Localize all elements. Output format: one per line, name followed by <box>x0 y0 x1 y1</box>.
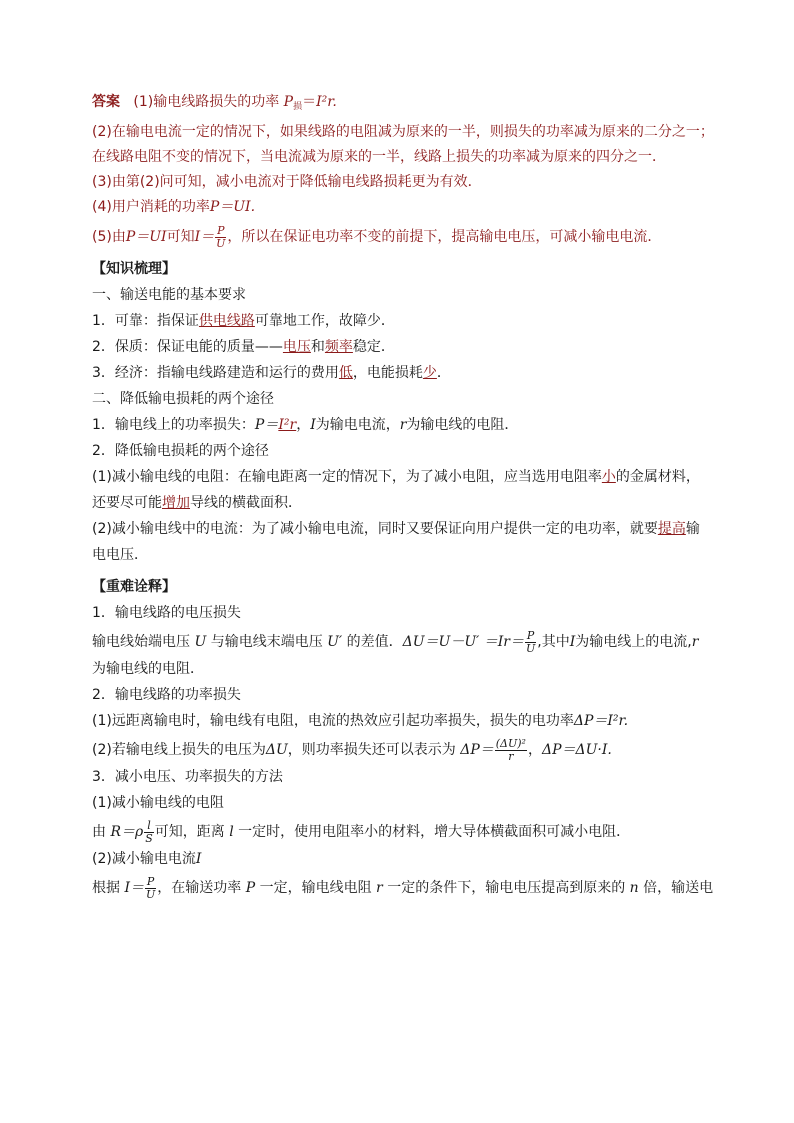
answer-line-3: 在线路电阻不变的情况下，当电流减为原来的一半，线路上损失的功率减为原来的四分之一． <box>92 149 666 165</box>
fraction-l-over-s: $\frac{l}{S}$ <box>145 818 153 845</box>
method-2-heading: (2)减小输电电流I <box>92 851 202 867</box>
loss-item-4-cont: 电电压． <box>92 547 148 563</box>
power-loss-item-1: (1)远距离输电时，输电线有电阻，电流的热效应引起功率损失，损失的电功率ΔP＝I²r. <box>92 713 629 729</box>
key-heading-1: 1．输电线路的电压损失 <box>92 605 241 621</box>
power-loss-item-2: (2)若输电线上损失的电压为ΔU，则功率损失还可以表示为 ΔP＝ $\frac{\text{(ΔU)²}}{r}$ ，ΔP＝ΔU·I. <box>92 736 612 763</box>
knowledge-item-3: 3．经济：指输电线路建造和运行的费用低，电能损耗少． <box>92 365 451 381</box>
answer-line-4: (3)由第(2)问可知，减小电流对于降低输电线路损耗更为有效． <box>92 174 482 190</box>
answer-label: 答案 <box>92 94 120 110</box>
fraction-p-over-u-3: $\frac{P}{U}$ <box>145 874 156 901</box>
voltage-loss-text: 输电线始端电压 U 与输电线末端电压 U′ 的差值．ΔU＝U－U′ ＝Ir＝ $\frac{P}{U}$ ,其中I为输电线上的电流,r <box>92 628 699 655</box>
fraction-p-over-u-2: $\frac{P}{U}$ <box>525 628 536 655</box>
loss-item-2: 2．降低输电损耗的两个途径 <box>92 443 269 459</box>
key-heading-2: 2．输电线路的功率损失 <box>92 687 241 703</box>
knowledge-item-1: 1．可靠：指保证供电线路可靠地工作，故障少． <box>92 313 395 329</box>
answer-line-2: (2)在输电电流一定的情况下，如果线路的电阻减为原来的一半，则损失的功率减为原来的二分之一； <box>92 124 714 140</box>
method-2-text: 根据 I＝ $\frac{P}{U}$ ，在输送功率 P 一定，输电线电阻 r 一定的条件下，输电电压提高到原来的 n 倍，输送电 <box>92 874 714 901</box>
method-1-heading: (1)减小输电线的电阻 <box>92 795 224 811</box>
loss-item-4: (2)减小输电线中的电流：为了减小输电电流，同时又要保证向用户提供一定的电功率，就要提高输 <box>92 521 700 537</box>
voltage-loss-text-cont: 为输电线的电阻． <box>92 661 204 677</box>
section-title-key-points: 【重难诠释】 <box>92 579 176 595</box>
loss-item-3: (1)减小输电线的电阻：在输电距离一定的情况下，为了减小电阻，应当选用电阻率小的金属材料， <box>92 469 700 485</box>
fraction-du-squared-over-r: $\frac{\text{(ΔU)²}}{r}$ <box>495 736 526 763</box>
subsection-1-heading: 一、输送电能的基本要求 <box>92 287 246 303</box>
subsection-2-heading: 二、降低输电损耗的两个途径 <box>92 391 274 407</box>
document-content <box>92 93 712 904</box>
answer-line-5: (4)用户消耗的功率P＝UI. <box>92 199 256 215</box>
loss-item-3-cont: 还要尽可能增加导线的横截面积． <box>92 495 302 511</box>
key-heading-3: 3．减小电压、功率损失的方法 <box>92 769 283 785</box>
fraction-p-over-u: $\frac{P}{U}$ <box>216 223 226 250</box>
knowledge-item-2: 2．保质：保证电能的质量——电压和频率稳定． <box>92 339 395 355</box>
answer-line-1: 答案 (1)输电线路损失的功率 $P_损=I^2r$. <box>92 94 337 112</box>
answer-line-6: (5)由P＝UI可知I＝ $\frac{P}{U}$ ，所以在保证电功率不变的前提下，提高输电电压，可减小输电电流． <box>92 223 662 250</box>
loss-item-1: 1．输电线上的功率损失：P＝I²r，I为输电电流，r为输电线的电阻． <box>92 417 519 433</box>
method-1-text: 由 R＝ρ $\frac{l}{S}$ 可知，距离 l 一定时，使用电阻率小的材料，增大导体横截面积可减小电阻． <box>92 818 631 845</box>
section-title-knowledge: 【知识梳理】 <box>92 261 176 277</box>
